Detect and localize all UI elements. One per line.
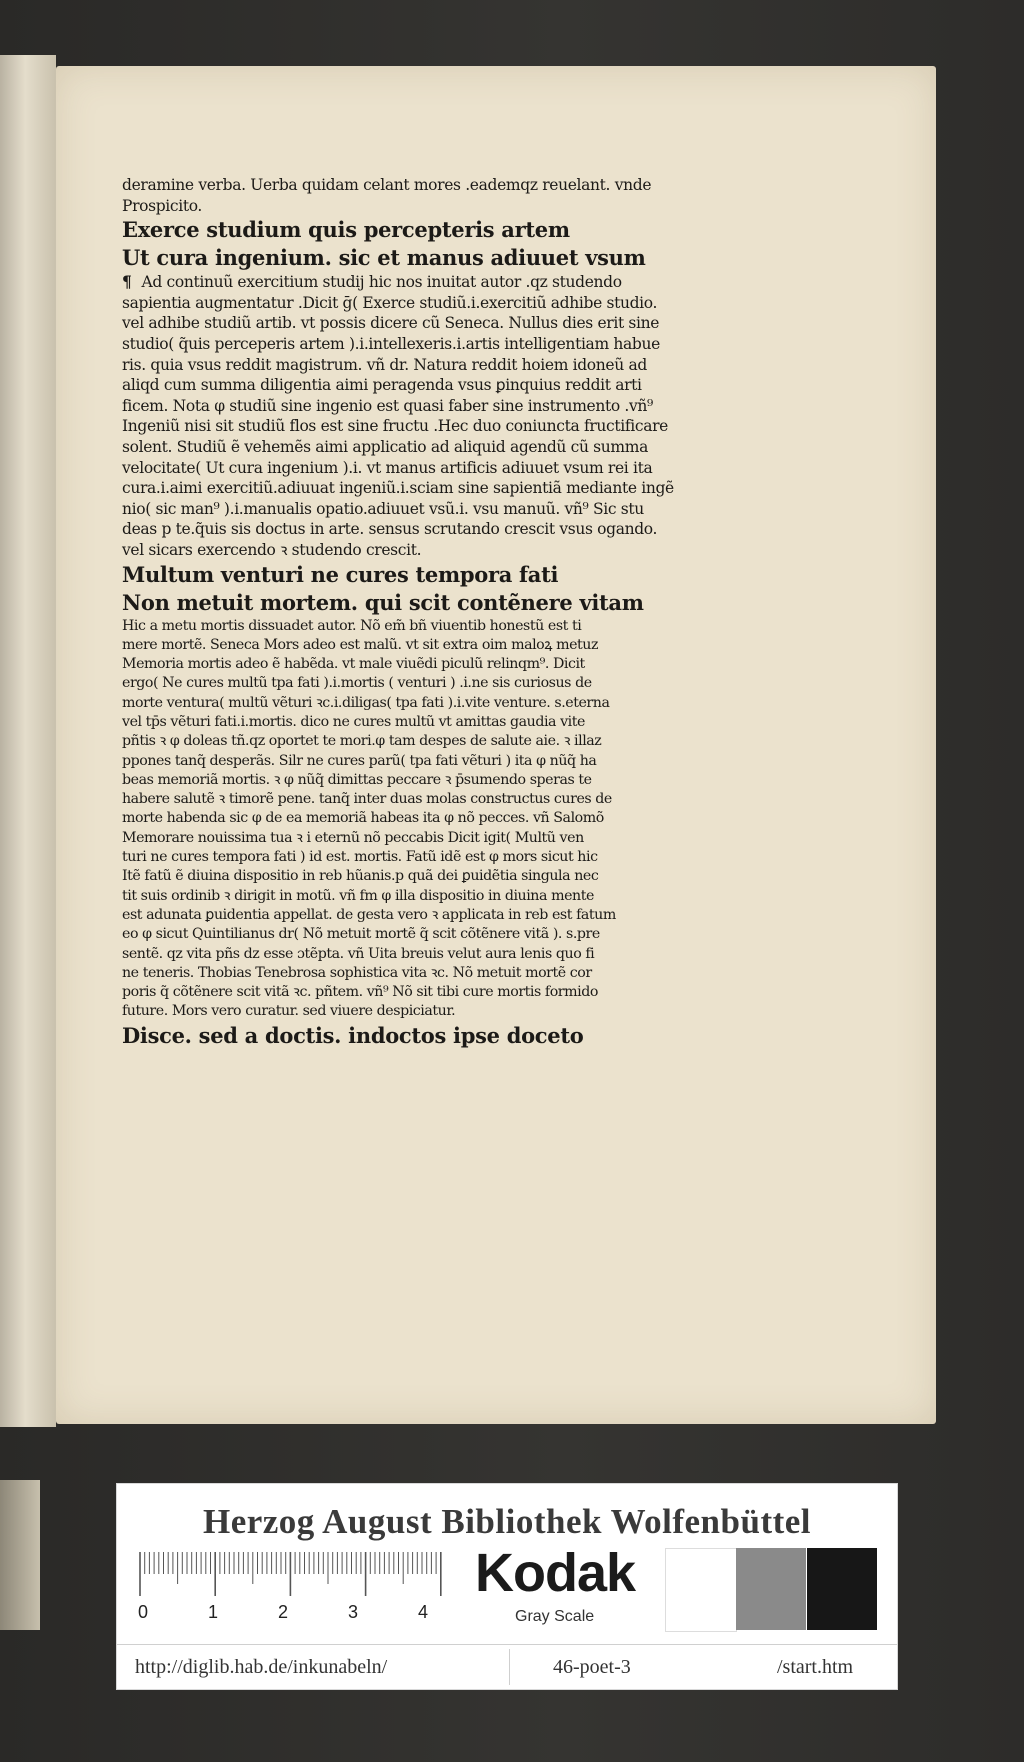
ruler-label: 1 bbox=[208, 1602, 219, 1622]
text-line-content: aliqd cum summa diligentia aimi peragenda vsus ꝑinquius reddit arti bbox=[122, 376, 642, 395]
text-line bbox=[122, 272, 762, 293]
facing-page-edge bbox=[0, 55, 56, 1427]
text-line bbox=[122, 674, 762, 693]
text-line-content: deramine verba. Uerba quidam celant mores .eademqz reuelant. vnde bbox=[122, 176, 652, 194]
text-line bbox=[122, 540, 762, 561]
text-line bbox=[122, 334, 762, 355]
kodak-logo: Kodak bbox=[475, 1543, 636, 1603]
text-line bbox=[122, 848, 762, 867]
text-line bbox=[122, 945, 762, 964]
text-line-content: nio( sic man⁹ ).i.manualis opatio.adiuuet vsũ.i. vsu manuũ. vñ⁹ Sic stu bbox=[122, 499, 644, 518]
text-line bbox=[122, 293, 762, 314]
paragraph-mark: ¶ bbox=[122, 272, 132, 292]
ruler-label: 2 bbox=[278, 1602, 289, 1622]
text-line bbox=[122, 478, 762, 499]
text-line bbox=[122, 375, 762, 396]
page-text bbox=[122, 175, 762, 1050]
text-line bbox=[122, 867, 762, 886]
verse-line-1: Exerce studium quis percepteris artem bbox=[122, 217, 570, 243]
text-line bbox=[122, 713, 762, 732]
text-line-content: ficem. Nota φ studiũ sine ingenio est quasi faber sine instrumento .vñ⁹ bbox=[122, 396, 653, 415]
text-line bbox=[122, 175, 762, 196]
text-line-content: morte habenda sic φ de ea memoriã habeas ita φ nõ pecces. vñ Salomõ bbox=[122, 810, 604, 827]
text-line bbox=[122, 887, 762, 906]
ruler-label: 4 bbox=[418, 1602, 429, 1622]
ruler-label: 3 bbox=[348, 1602, 359, 1622]
color-target-card bbox=[116, 1483, 898, 1690]
text-line-content: pñtis ꝛ φ doleas tñ.qz oportet te mori.φ tam despes de salute aie. ꝛ illaz bbox=[122, 733, 602, 750]
url-part-id: 46-poet-3 bbox=[553, 1656, 631, 1678]
verse-line-4: Non metuit mortem. qui scit contẽnere vitam bbox=[122, 589, 644, 615]
text-line-content: morte ventura( multũ vẽturi ꝛc.i.diligas( tpa fati ).i.vite venture. s.eterna bbox=[122, 694, 610, 711]
text-line bbox=[122, 437, 762, 458]
text-line-content: deas p te.q̃uis sis doctus in arte. sensus scrutando crescit vsus ogando. bbox=[122, 520, 658, 539]
text-line-content: Itẽ fatũ ẽ diuina dispositio in reb hũanis.p quã dei ꝑuidẽtia singula nec bbox=[122, 868, 599, 885]
text-line bbox=[122, 519, 762, 540]
text-line bbox=[122, 396, 762, 417]
text-block-3 bbox=[122, 617, 762, 1022]
text-line-content: Memorare nouissima tua ꝛ i eternũ nõ peccabis Dicit igit( Multũ ven bbox=[122, 829, 584, 846]
gray-swatch bbox=[736, 1548, 806, 1630]
ruler-labels bbox=[138, 1602, 428, 1622]
binding-edge bbox=[0, 1480, 40, 1630]
text-line-content: habere salutẽ ꝛ timorẽ pene. tanq̃ inter duas molas constructus cures de bbox=[122, 791, 612, 808]
text-line bbox=[122, 313, 762, 334]
text-line-content: beas memoriã mortis. ꝛ φ nũq̃ dimittas peccare ꝛ p̄sumendo speras te bbox=[122, 771, 592, 788]
white-swatch bbox=[665, 1548, 737, 1632]
gray-scale-label: Gray Scale bbox=[515, 1608, 595, 1625]
verse-line-5: Disce. sed a doctis. indoctos ipse doceto bbox=[122, 1022, 584, 1048]
text-line bbox=[122, 636, 762, 655]
text-line bbox=[122, 499, 762, 520]
text-block-2 bbox=[122, 272, 762, 560]
text-line-content: Memoria mortis adeo ẽ habẽda. vt male viuẽdi piculũ relinqm⁹. Dicit bbox=[122, 656, 585, 673]
text-line-content: ne teneris. Thobias Tenebrosa sophistica vita ꝛc. Nõ metuit mortẽ cor bbox=[122, 964, 592, 981]
text-line bbox=[122, 829, 762, 848]
text-line bbox=[122, 771, 762, 790]
text-line bbox=[122, 655, 762, 674]
text-line bbox=[122, 196, 762, 217]
text-line-content: mere mortẽ. Seneca Mors adeo est malũ. vt sit extra oim maloꝝ metuz bbox=[122, 636, 598, 653]
text-line bbox=[122, 752, 762, 771]
text-line-content: vel sicars exercendo ꝛ studendo crescit. bbox=[122, 540, 422, 559]
text-line bbox=[122, 809, 762, 828]
text-line-content: Ingeniũ nisi sit studiũ flos est sine fructu .Hec duo coniuncta fructificare bbox=[122, 417, 668, 436]
text-line-content: eo φ sicut Quintilianus dr( Nõ metuit mortẽ q̃ scit cõtẽnere vitã ). s.pre bbox=[122, 926, 600, 943]
text-line-content: vel adhibe studiũ artib. vt possis dicere cũ Seneca. Nullus dies erit sine bbox=[122, 314, 660, 333]
url-part-base: http://diglib.hab.de/inkunabeln/ bbox=[135, 1656, 388, 1678]
ruler-scale bbox=[135, 1552, 455, 1622]
url-part-end: /start.htm bbox=[777, 1656, 854, 1678]
text-line bbox=[122, 1002, 762, 1021]
url-row bbox=[117, 1644, 897, 1689]
text-line bbox=[122, 906, 762, 925]
text-line bbox=[122, 732, 762, 751]
text-line bbox=[122, 355, 762, 376]
text-line bbox=[122, 925, 762, 944]
black-swatch bbox=[807, 1548, 877, 1630]
ruler-label: 0 bbox=[138, 1602, 149, 1622]
text-line-content: solent. Studiũ ẽ vehemẽs aimi applicatio ad aliquid agendũ cũ summa bbox=[122, 437, 649, 456]
text-line bbox=[122, 694, 762, 713]
text-line-content: Hic a metu mortis dissuadet autor. Nõ em̃ bñ viuentib honestũ est ti bbox=[122, 617, 582, 634]
text-line-content: Ad continuũ exercitium studij hic nos inuitat autor .qz studendo bbox=[141, 273, 622, 292]
text-line-content: cura.i.aimi exercitiũ.adiuuat ingeniũ.i.sciam sine sapientiã mediante ingẽ bbox=[122, 479, 674, 498]
text-line bbox=[122, 964, 762, 983]
text-line-content: sentẽ. qz vita pñs dz esse ɔtẽpta. vñ Uita breuis velut aura lenis quo fi bbox=[122, 945, 595, 962]
text-line-content: turi ne cures tempora fati ) id est. mortis. Fatũ idẽ est φ mors sicut hic bbox=[122, 849, 598, 866]
text-line bbox=[122, 790, 762, 809]
url-divider bbox=[509, 1649, 510, 1685]
text-line bbox=[122, 458, 762, 479]
text-line-content: vel tp̄s vẽturi fati.i.mortis. dico ne cures multũ vt amittas gaudia vite bbox=[122, 713, 585, 730]
verse-line-2: Ut cura ingenium. sic et manus adiuuet vsum bbox=[122, 245, 646, 271]
text-line-content: ris. quia vsus reddit magistrum. vñ dr. Natura reddit hoiem idoneũ ad bbox=[122, 355, 647, 374]
text-line-content: est adunata ꝑuidentia appellat. de gesta vero ꝛ applicata in reb est fatum bbox=[122, 906, 616, 923]
text-block-1 bbox=[122, 175, 762, 216]
text-line-content: ergo( Ne cures multũ tpa fati ).i.mortis ( venturi ) .i.ne sis curiosus de bbox=[122, 675, 592, 692]
text-line-content: Prospicito. bbox=[122, 196, 203, 215]
text-line-content: ppones tanq̃ desperãs. Silr ne cures parũ( tpa fati vẽturi ) ita φ nũq̃ ha bbox=[122, 752, 597, 769]
text-line bbox=[122, 617, 762, 636]
verse-line-3: Multum venturi ne cures tempora fati bbox=[122, 561, 559, 587]
library-title: Herzog August Bibliothek Wolfenbüttel bbox=[202, 1502, 812, 1541]
text-line-content: tit suis ordinib ꝛ dirigit in motũ. vñ fm φ illa dispositio in diuina mente bbox=[122, 887, 594, 904]
text-line-content: future. Mors vero curatur. sed viuere despiciatur. bbox=[122, 1003, 456, 1020]
text-line-content: studio( q̃uis perceperis artem ).i.intellexeris.i.artis intelligentiam habue bbox=[122, 334, 660, 353]
text-line bbox=[122, 416, 762, 437]
text-line-content: velocitate( Ut cura ingenium ).i. vt manus artificis adiuuet vsum rei ita bbox=[122, 458, 653, 477]
text-line bbox=[122, 983, 762, 1002]
text-line-content: sapientia augmentatur .Dicit ḡ( Exerce studiũ.i.exercitiũ adhibe studio. bbox=[122, 293, 658, 312]
text-line-content: poris q̃ cõtẽnere scit vitã ꝛc. pñtem. vñ⁹ Nõ sit tibi cure mortis formido bbox=[122, 984, 598, 1001]
